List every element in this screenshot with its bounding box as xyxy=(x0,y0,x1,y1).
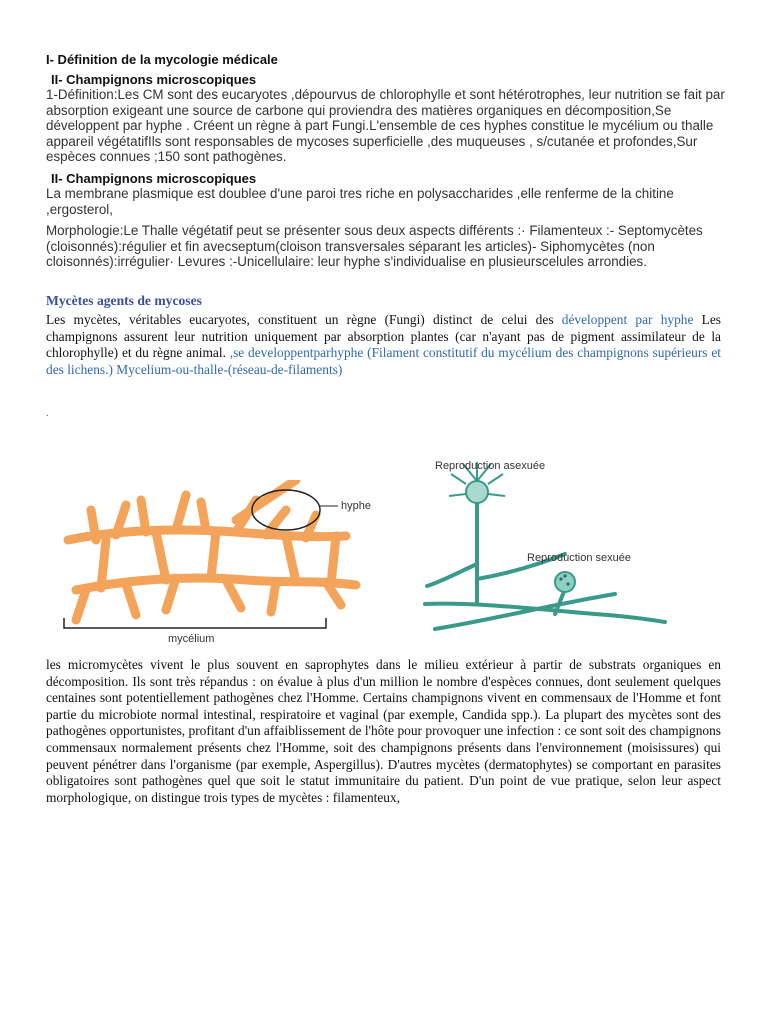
blue-text-developpent: développent par hyphe xyxy=(561,312,694,327)
stray-dot: . xyxy=(46,408,49,419)
label-reproduction-sexuee: Reproduction sexuée xyxy=(527,552,631,564)
label-mycelium: mycélium xyxy=(168,633,215,645)
figure-reproduction xyxy=(415,454,675,639)
heading-definition: I- Définition de la mycologie médicale xyxy=(46,52,278,67)
paragraph-definition: 1-Définition:Les CM sont des eucaryotes ,dépourvus de chlorophylle et sont hétérotrophes, leur nutrition se fait par absorption exigeant une source de carbone qui proviendra des matières organiques en décomposition,Se développent par hyphe . Créent un règne à part Fungi.L'ensemble de ces hyphes constitue le mycélium ou thalle appareil végétatifIls sont responsables de mycoses superficielle ,des muqueuses , s/cutanée et profondes,Sur espèces connues ;150 sont pathogènes. xyxy=(46,87,725,165)
heading-champignons-2: II- Champignons microscopiques xyxy=(51,171,257,186)
section-title-mycetes: Mycètes agents de mycoses xyxy=(46,293,202,308)
mycelium-bracket xyxy=(64,618,326,628)
paragraph-micromycetes: les micromycètes vivent le plus souvent en saprophytes dans le milieu extérieur à partir de substrats organiques en décomposition. Ils sont très répandus : on évalue à plus d'un million le nombre d'espèces connues, dont seulement quelques centaines sont potentiellement pathogènes chez l'Homme. Certains champignons vivent en commensaux de l'Homme et font partie du microbiote normal intestinal, respiratoire et vaginal (par exemple, Candida spp.). La plupart des mycètes sont des pathogènes opportunistes, profitant d'un affaiblissement de l'hôte pour provoquer une infection : ce sont soit des champignons commensaux normalement présents chez l'Homme, soit des champignons présents dans l'environnement (moisissures) qui peuvent pénétrer dans l'organisme (par exemple, Aspergillus). D'autres mycètes (dermatophytes) se comportant en parasites obligatoires sont pathogènes quel que soit le statut immunitaire du patient. D'un point de vue pratique, selon leur aspect morphologique, on distingue trois types de mycètes : filamenteux, xyxy=(46,657,721,805)
figure-mycelium xyxy=(56,480,392,658)
label-hyphe: hyphe xyxy=(341,500,371,512)
paragraph-mycetes xyxy=(46,312,721,378)
paragraph-membrane: La membrane plasmique est doublee d'une paroi tres riche en polysaccharides ,elle renferme de la chitine ,ergosterol, xyxy=(46,186,674,217)
label-reproduction-asexuee: Reproduction asexuée xyxy=(435,460,546,472)
zygospore xyxy=(555,572,575,592)
paragraph-mycetes-text-2: Les champignons assurent leur nutrition uniquement par absorption plantes (car n'ayant pas de pigment assimilateur de la chlorophylle) et du règne animal. xyxy=(46,312,721,361)
paragraph-mycetes-text: Les mycètes, véritables eucaryotes, constituent un règne (Fungi) distinct de celui des xyxy=(46,312,562,327)
heading-champignons-1: II- Champignons microscopiques xyxy=(51,72,257,87)
blue-text-hyphe-definition: ,se developpentparhyphe (Filament constitutif du mycélium des champignons supérieurs et des lichens.) Mycelium-ou-thalle-(réseau-de-filaments) xyxy=(46,345,721,377)
paragraph-morphologie: Morphologie:Le Thalle végétatif peut se présenter sous deux aspects différents :· Filamenteux :- Septomycètes (cloisonnés):régulier et fin avecseptum(cloison transversales séparant les articles)- Siphomycètes (non cloisonnés):irrégulier· Levures :-Unicellulaire: leur hyphe s'individualise en plusieurscelules arrondies. xyxy=(46,223,703,270)
reproduction-illustration xyxy=(415,454,675,639)
